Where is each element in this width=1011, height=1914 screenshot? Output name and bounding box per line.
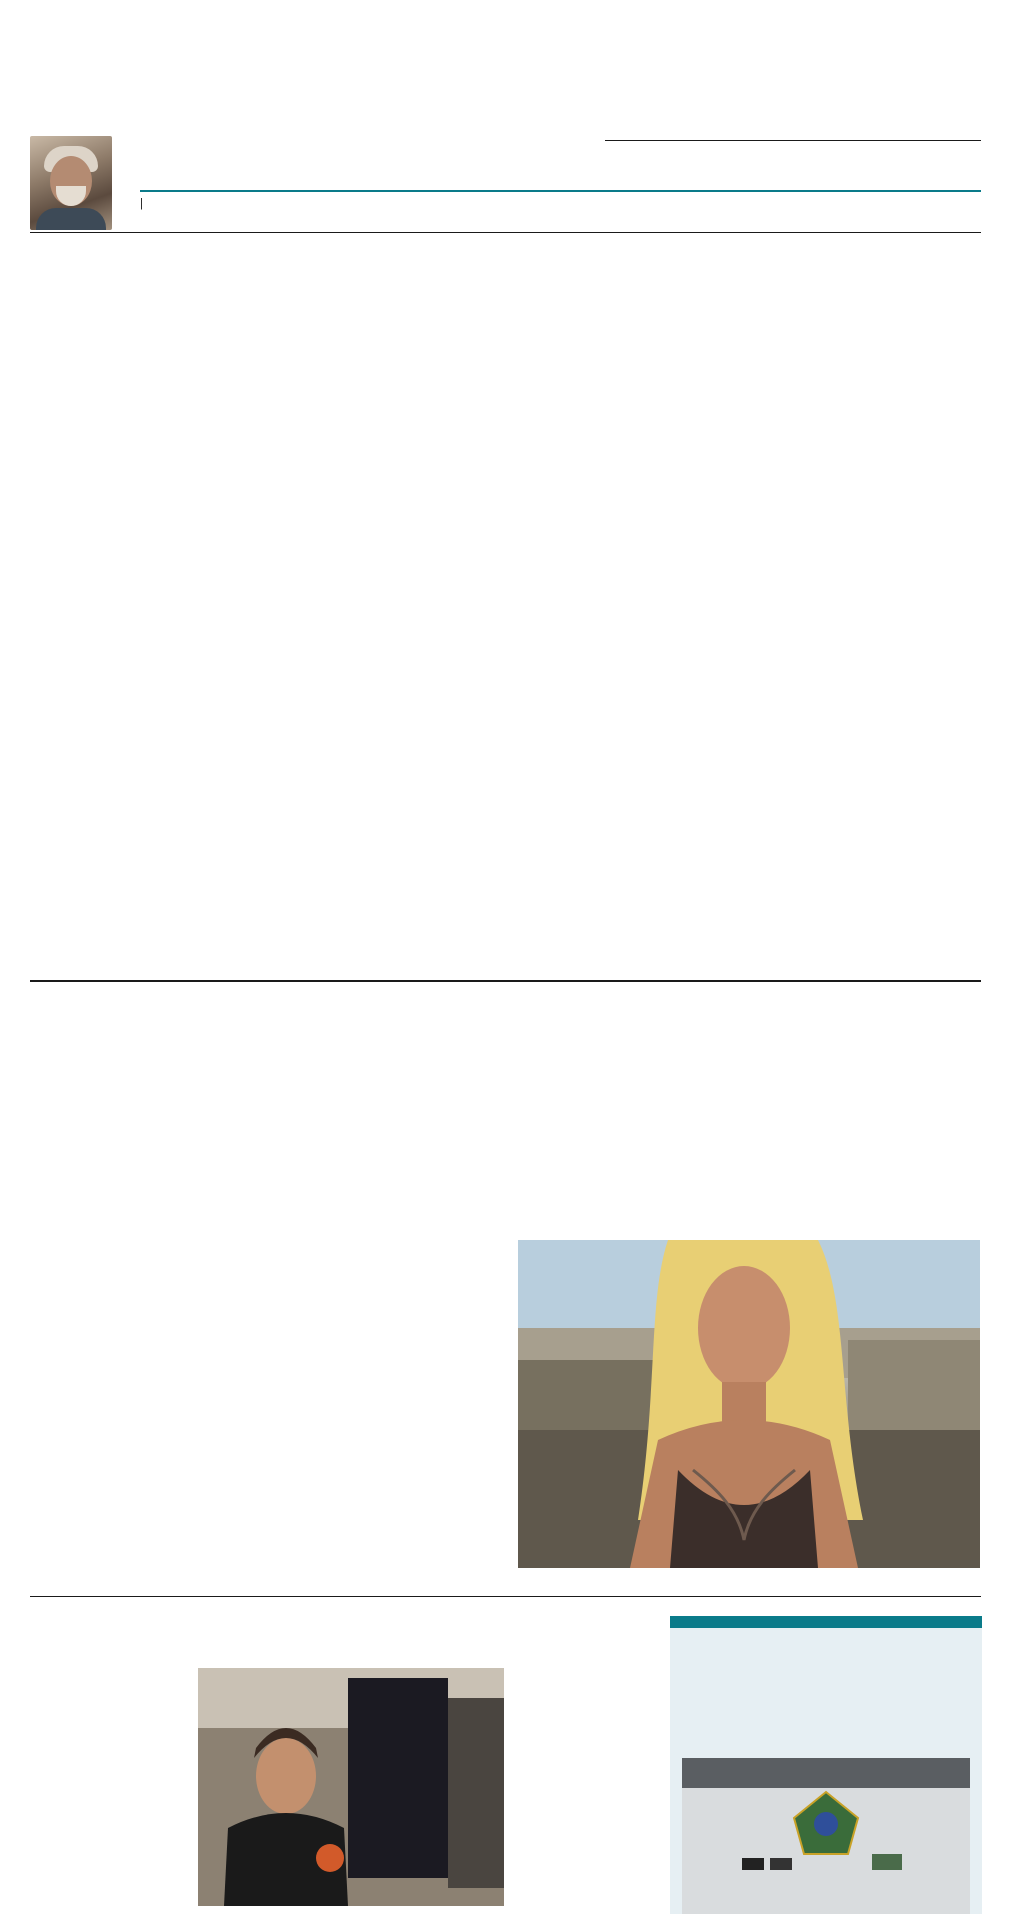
header-rule [605, 140, 981, 141]
section-rule [30, 980, 981, 982]
investigation-col-1 [30, 1180, 180, 1182]
infra-col-4 [518, 1618, 658, 1912]
sidebox-text [670, 1628, 982, 1634]
columnist-photo [30, 136, 112, 230]
alessandra-photo [198, 1668, 504, 1906]
kelly-photo-illustration [518, 1240, 980, 1568]
column-rule [140, 190, 981, 192]
police-photo-illustration [682, 1758, 970, 1914]
investigation-col-3 [352, 1164, 502, 1172]
section-rule-2 [30, 1596, 981, 1597]
column-top-rule [30, 232, 981, 233]
sidebox-title [670, 1616, 982, 1628]
kelly-photo [518, 1240, 980, 1568]
column-byline: | [140, 198, 143, 210]
infra-col-1 [30, 1854, 186, 1912]
alessandra-photo-illustration [198, 1668, 504, 1906]
police-photo [682, 1758, 970, 1914]
trafico-sidebox [670, 1616, 982, 1914]
